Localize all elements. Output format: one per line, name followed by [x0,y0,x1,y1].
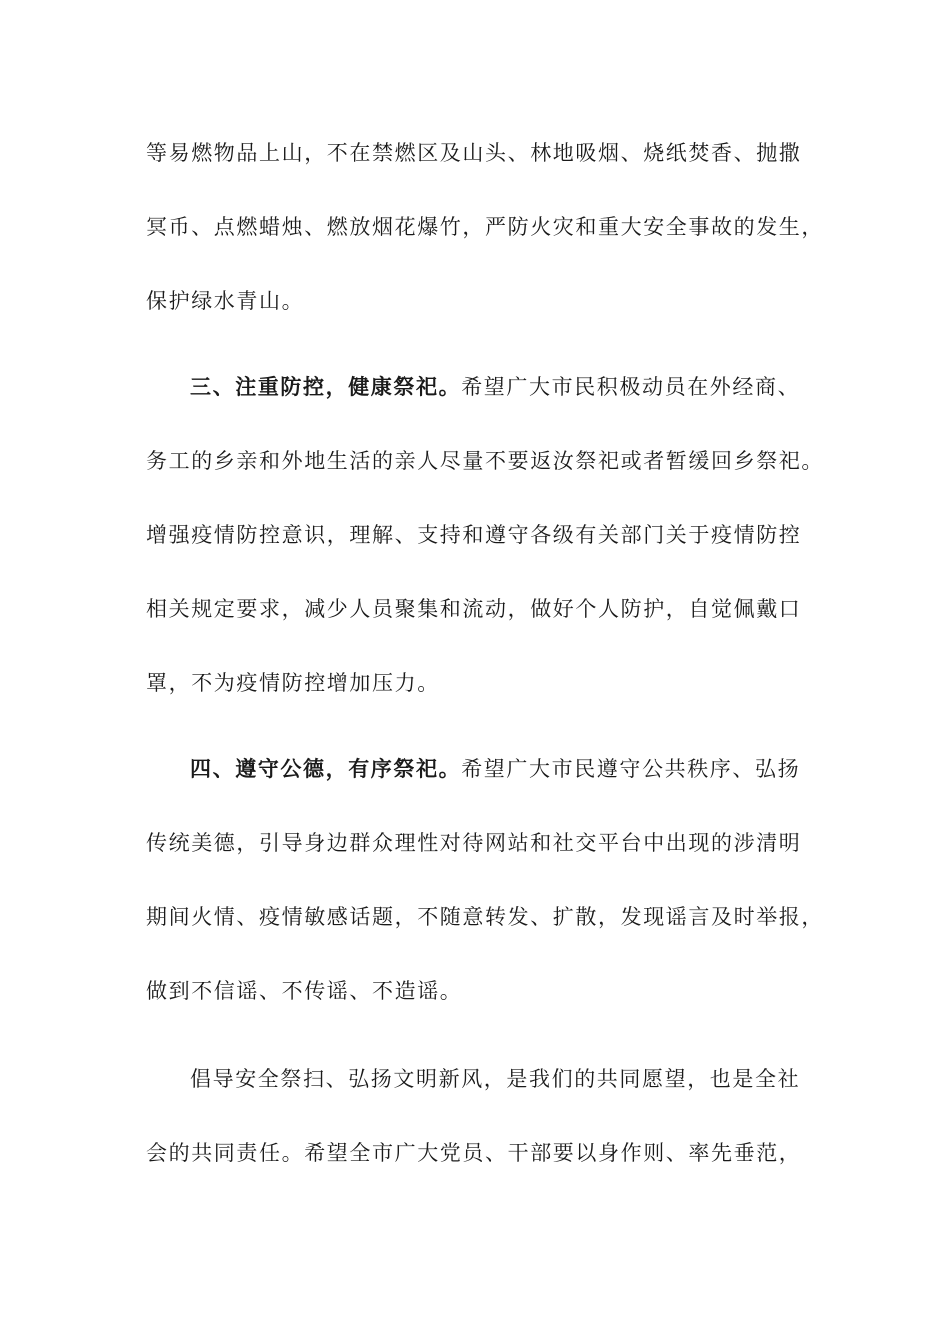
text-line: 增强疫情防控意识，理解、支持和遵守各级有关部门关于疫情防控 [146,523,802,547]
text-line: 等易燃物品上山，不在禁燃区及山头、林地吸烟、烧纸焚香、抛撒 [146,141,802,165]
text-line: 期间火情、疫情敏感话题，不随意转发、扩散，发现谣言及时举报， [146,905,824,929]
text-span: 希望广大市民遵守公共秩序、弘扬 [461,757,801,781]
section-heading: 三、注重防控，健康祭祀。 [190,374,462,399]
text-line: 务工的乡亲和外地生活的亲人尽量不要返汝祭祀或者暂缓回乡祭祀。 [146,449,824,473]
text-span: 希望广大市民积极动员在外经商、 [461,375,801,399]
paragraph-first-line: 倡导安全祭扫、弘扬文明新风，是我们的共同愿望，也是全社 [190,1067,801,1091]
section-heading: 四、遵守公德，有序祭祀。 [190,756,462,781]
text-line: 保护绿水青山。 [146,289,305,313]
text-line: 做到不信谣、不传谣、不造谣。 [146,979,463,1003]
text-line: 相关规定要求，减少人员聚集和流动，做好个人防护，自觉佩戴口 [146,597,802,621]
text-line: 传统美德，引导身边群众理性对待网站和社交平台中出现的涉清明 [146,831,802,855]
text-line: 会的共同责任。希望全市广大党员、干部要以身作则、率先垂范， [146,1141,802,1165]
paragraph-first-line [190,374,826,400]
paragraph-first-line [190,756,826,782]
text-line: 冥币、点燃蜡烛、燃放烟花爆竹，严防火灾和重大安全事故的发生， [146,215,824,239]
text-line: 罩，不为疫情防控增加压力。 [146,671,440,695]
